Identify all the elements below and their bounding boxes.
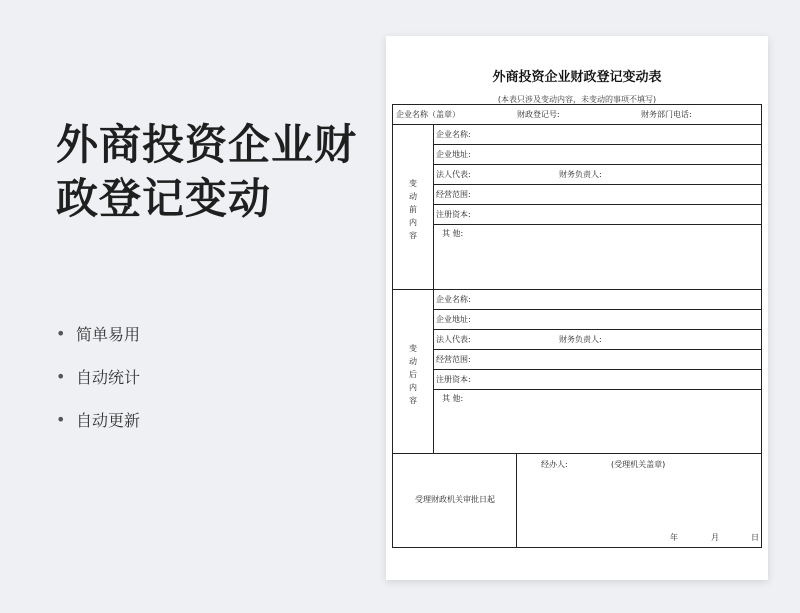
- before-section-label: 变 动 前 内 容: [409, 179, 417, 240]
- before-company-address-label: 企业地址:: [436, 150, 471, 159]
- before-legal-rep-label: 法人代表:: [436, 170, 471, 179]
- form-title: 外商投资企业财政登记变动表: [492, 70, 662, 85]
- reg-no-label: 财政登记号:: [517, 110, 560, 119]
- row-divider: [433, 144, 761, 145]
- after-company-address-label: 企业地址:: [436, 315, 471, 324]
- month-label: 月: [711, 533, 719, 542]
- column-divider: [516, 453, 517, 547]
- before-finance-head-label: 财务负责人:: [559, 170, 602, 179]
- form-note: (本表只涉及变动内容，未变动的事项不填写): [497, 95, 657, 104]
- finance-phone-label: 财务部门电话:: [641, 110, 692, 119]
- feature-item: [56, 312, 140, 355]
- section-divider: [393, 289, 761, 290]
- after-registered-capital-label: 注册资本:: [436, 375, 471, 384]
- feature-label: 自动统计: [76, 368, 141, 387]
- row-divider: [393, 124, 761, 125]
- feature-item: [56, 355, 140, 398]
- handler-label: 经办人:: [541, 460, 568, 469]
- agency-seal-label: (受理机关盖章): [611, 460, 666, 469]
- before-company-name-label: 企业名称:: [436, 130, 471, 139]
- day-label: 日: [751, 533, 759, 542]
- before-business-scope-label: 经营范围:: [436, 190, 471, 199]
- page-title: [56, 118, 376, 226]
- company-name-seal-label: 企业名称（盖章）: [396, 110, 460, 119]
- form-preview-sheet: [386, 36, 768, 580]
- row-divider: [433, 349, 761, 350]
- feature-item: [56, 398, 140, 441]
- after-other-label: 其 他:: [442, 394, 464, 403]
- bullet-icon: •: [56, 324, 66, 343]
- form-table: [392, 104, 762, 548]
- after-legal-rep-label: 法人代表:: [436, 335, 471, 344]
- row-divider: [433, 204, 761, 205]
- column-divider: [433, 124, 434, 453]
- after-finance-head-label: 财务负责人:: [559, 335, 602, 344]
- row-divider: [433, 389, 761, 390]
- feature-label: 简单易用: [76, 325, 141, 344]
- page-title-line-2: 政登记变动: [56, 174, 272, 223]
- row-divider: [433, 329, 761, 330]
- year-label: 年: [670, 533, 678, 542]
- row-divider: [433, 224, 761, 225]
- bullet-icon: •: [56, 367, 66, 386]
- row-divider: [433, 164, 761, 165]
- approval-date-label: 受理财政机关审批日起: [415, 495, 495, 504]
- section-divider: [393, 453, 761, 454]
- after-company-name-label: 企业名称:: [436, 295, 471, 304]
- row-divider: [433, 184, 761, 185]
- row-divider: [433, 369, 761, 370]
- page-title-line-1: 外商投资企业财: [56, 120, 358, 169]
- feature-list: [56, 312, 140, 441]
- after-business-scope-label: 经营范围:: [436, 355, 471, 364]
- bullet-icon: •: [56, 410, 66, 429]
- feature-label: 自动更新: [76, 411, 141, 430]
- row-divider: [433, 309, 761, 310]
- after-section-label: 变 动 后 内 容: [409, 344, 417, 405]
- before-registered-capital-label: 注册资本:: [436, 210, 471, 219]
- before-other-label: 其 他:: [442, 229, 464, 238]
